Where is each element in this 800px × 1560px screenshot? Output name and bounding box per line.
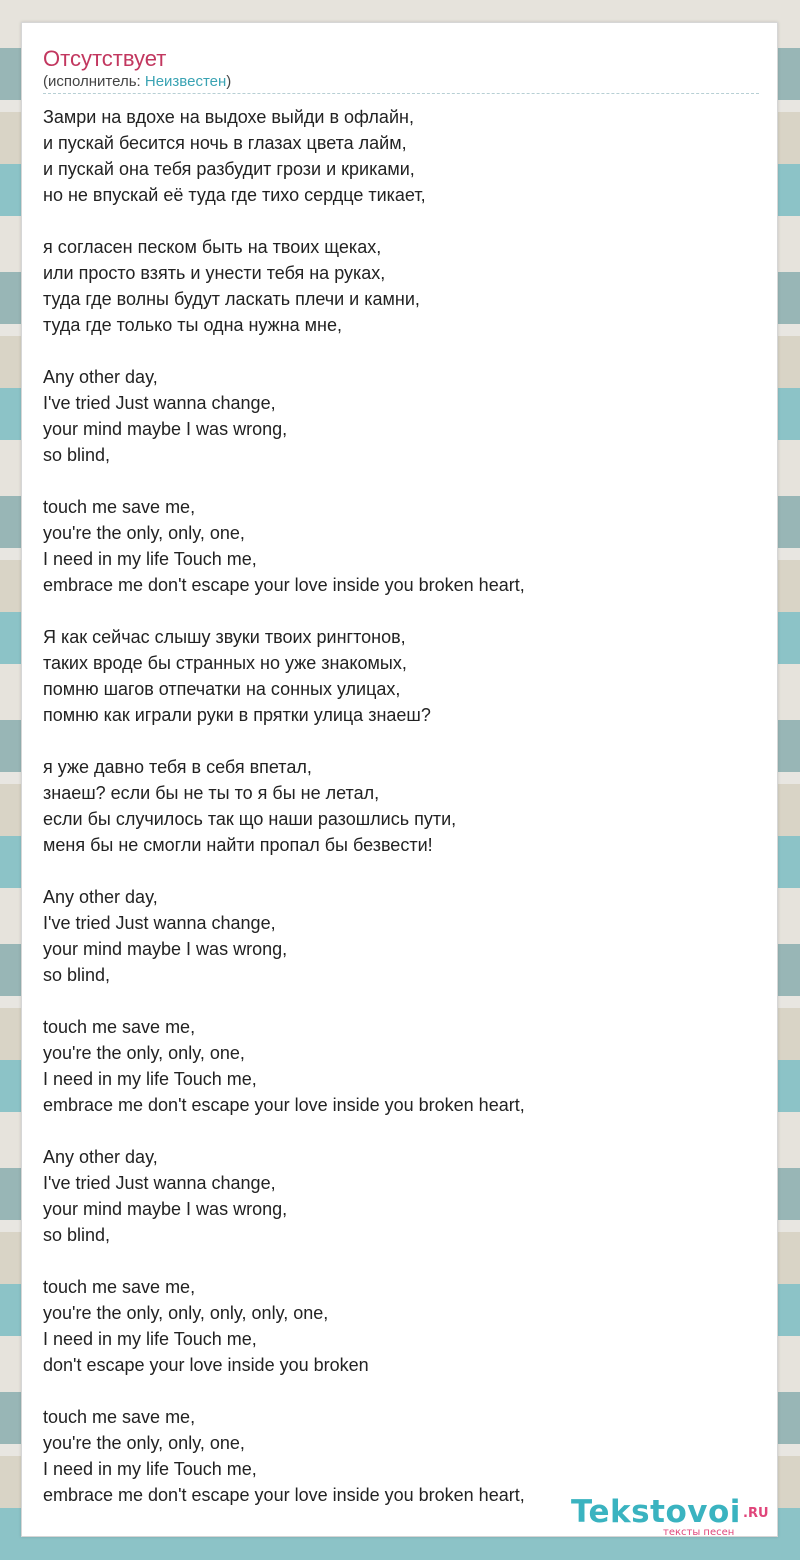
lyrics-line: помню шагов отпечатки на сонных улицах, [43, 679, 401, 699]
lyrics-line: I need in my life Touch me, [43, 549, 257, 569]
lyrics-line: I need in my life Touch me, [43, 1069, 257, 1089]
lyrics-line: you're the only, only, one, [43, 1433, 245, 1453]
lyrics-line: so blind, [43, 965, 111, 985]
lyrics-line: Any other day, [43, 887, 158, 907]
lyrics-line: но не впускай её туда где тихо сердце тикает, [43, 185, 426, 205]
logo-tagline: тексты песен [663, 1527, 735, 1538]
lyrics-line: touch me save me, [43, 1017, 196, 1037]
lyrics-line: I need in my life Touch me, [43, 1459, 257, 1479]
lyrics-stanza [43, 104, 759, 208]
lyrics-line: таких вроде бы странных но уже знакомых, [43, 653, 407, 673]
artist-link[interactable]: Неизвестен [144, 73, 227, 90]
lyrics-line: I need in my life Touch me, [43, 1329, 257, 1349]
site-logo[interactable] [571, 1494, 781, 1544]
lyrics-line: или просто взять и унести тебя на руках, [43, 263, 386, 283]
lyrics-line: you're the only, only, one, [43, 1043, 245, 1063]
lyrics-line: your mind maybe I was wrong, [43, 939, 288, 959]
lyrics-line: don't escape your love inside you broken [43, 1355, 369, 1375]
lyrics-line: Any other day, [43, 1147, 158, 1167]
lyrics-line: знаеш? если бы не ты то я бы не летал, [43, 783, 380, 803]
lyrics-line: если бы случилось так що наши разошлись пути, [43, 809, 457, 829]
lyrics-text [43, 104, 759, 1534]
lyrics-line: туда где только ты одна нужна мне, [43, 315, 342, 335]
lyrics-line: я уже давно тебя в себя впетал, [43, 757, 312, 777]
artist-suffix: ) [226, 73, 232, 90]
lyrics-line: embrace me don't escape your love inside you broken heart, [43, 1485, 525, 1505]
artist-line [43, 72, 231, 92]
lyrics-line: your mind maybe I was wrong, [43, 419, 288, 439]
lyrics-line: I've tried Just wanna change, [43, 913, 276, 933]
lyrics-line: и пускай бесится ночь в глазах цвета лайм, [43, 133, 407, 153]
lyrics-line: touch me save me, [43, 1277, 196, 1297]
lyrics-line: I've tried Just wanna change, [43, 1173, 276, 1193]
lyrics-stanza [43, 1404, 759, 1508]
lyrics-line: touch me save me, [43, 497, 196, 517]
lyrics-line: и пускай она тебя разбудит грози и криками, [43, 159, 415, 179]
lyrics-stanza [43, 234, 759, 338]
lyrics-stanza [43, 1274, 759, 1378]
lyrics-line: Замри на вдохе на выдохе выйди в офлайн, [43, 107, 414, 127]
lyrics-line: so blind, [43, 445, 111, 465]
lyrics-stanza [43, 1014, 759, 1118]
lyrics-stanza [43, 364, 759, 468]
lyrics-stanza [43, 1144, 759, 1248]
lyrics-stanza [43, 624, 759, 728]
lyrics-line: you're the only, only, only, only, one, [43, 1303, 329, 1323]
lyrics-line: touch me save me, [43, 1407, 196, 1427]
lyrics-line: Я как сейчас слышу звуки твоих рингтонов, [43, 627, 406, 647]
lyrics-line: your mind maybe I was wrong, [43, 1199, 288, 1219]
lyrics-line: помню как играли руки в прятки улица знаеш? [43, 705, 431, 725]
lyrics-line: you're the only, only, one, [43, 523, 245, 543]
logo-domain-suffix: .RU [743, 1506, 769, 1521]
lyrics-line: Any other day, [43, 367, 158, 387]
lyrics-stanza [43, 754, 759, 858]
artist-prefix: (исполнитель: [43, 73, 145, 90]
lyrics-line: I've tried Just wanna change, [43, 393, 276, 413]
lyrics-line: embrace me don't escape your love inside you broken heart, [43, 575, 525, 595]
lyrics-line: я согласен песком быть на твоих щеках, [43, 237, 382, 257]
lyrics-line: меня бы не смогли найти пропал бы безвести! [43, 835, 433, 855]
logo-wordmark: Tekstovoi [571, 1494, 741, 1530]
lyrics-stanza [43, 884, 759, 988]
lyrics-card [21, 22, 778, 1537]
title-divider [43, 93, 759, 94]
lyrics-stanza [43, 494, 759, 598]
song-title: Отсутствует [43, 46, 167, 71]
lyrics-line: so blind, [43, 1225, 111, 1245]
lyrics-line: туда где волны будут ласкать плечи и камни, [43, 289, 420, 309]
lyrics-line: embrace me don't escape your love inside you broken heart, [43, 1095, 525, 1115]
